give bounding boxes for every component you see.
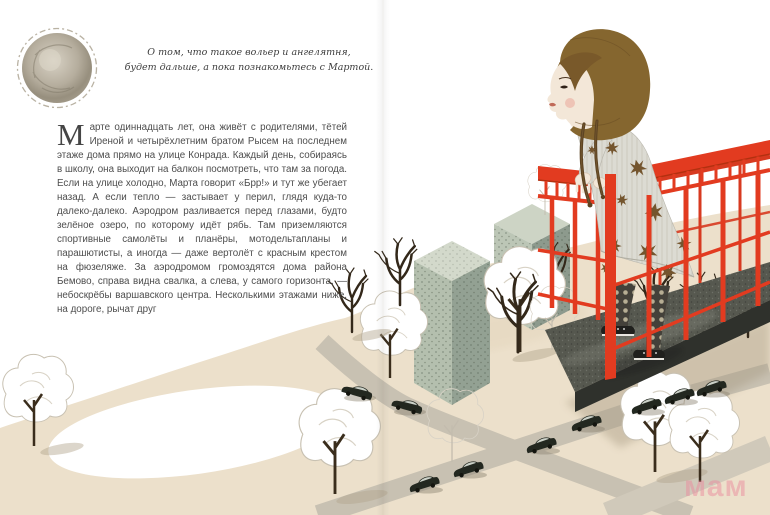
intro-note-line2: будет дальше, а пока познакомьтесь с Мартой. (124, 62, 374, 73)
publisher-watermark: мам (684, 470, 748, 503)
paragraph-text: арте одиннадцать лет, она живёт с родителями, тётей Иреной и четырёхлетним братом Рысем на последнем этаже дома прямо на улице Конрада. Каждый день, собираясь в школу, она выходит на балкон посмотреть, что там за погода. Если на улице холодно, Марта говорит «Брр!» и тут же убегает назад. А если тепло — застывает у перил, глядя куда-то далеко-далеко. Аэродром разливается перед глазами, будто зелёное озеро, по которому идёт рябь. Там приземляются спортивные самолёты и планёры, мотодельтапланы и парашютисты, а иногда — даже вертолёт с красным крестом на фюзеляже. За аэродромом громоздятся дома района Бемово, справа видна свалка, а слева, у самого горизонта, — небоскрёбы варшавского центра. Несколькими этажами ниже, на дороге, рычат друг (57, 122, 347, 315)
intro-note-line1: О том, что такое вольер и ангелятня, (147, 47, 351, 58)
drop-cap: М (57, 117, 85, 152)
intro-note (118, 45, 380, 75)
body-paragraph (57, 117, 347, 317)
girl-head (547, 29, 650, 140)
pencil-sphere-sketch (18, 29, 97, 108)
girl-blush (565, 98, 575, 108)
page-fold (376, 0, 390, 515)
